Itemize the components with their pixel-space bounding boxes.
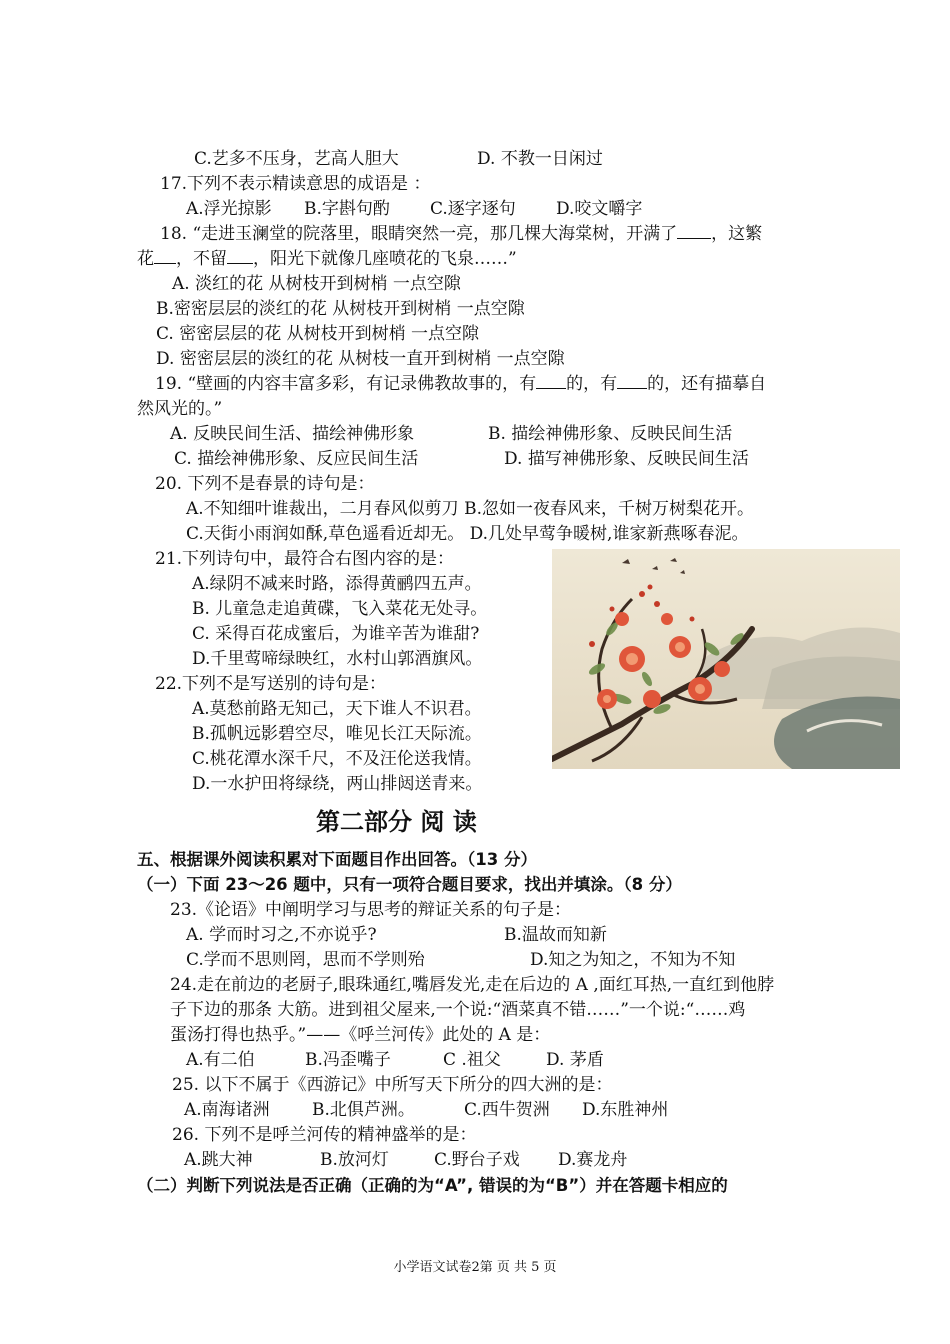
q22-option-b: B.孤帆远影碧空尽，唯见长江天际流。 xyxy=(192,724,482,744)
q18-stem-part2: ，这繁 xyxy=(711,224,763,244)
q22-stem: 22.下列不是写送别的诗句是： xyxy=(155,674,387,694)
q26-option-a: A.跳大神 xyxy=(184,1150,253,1170)
q23-option-d: D.知之为知之，不知为不知 xyxy=(530,950,736,970)
q21-option-b: B. 儿童急走追黄碟，飞入菜花无处寻。 xyxy=(192,599,488,619)
q18-blank-3 xyxy=(227,247,253,264)
q26-option-c: C.野台子戏 xyxy=(434,1150,520,1170)
q25-option-d: D.东胜神州 xyxy=(582,1100,669,1120)
q23-option-b: B.温故而知新 xyxy=(504,925,607,945)
q17-stem: 17.下列不表示精读意思的成语是 ： xyxy=(160,174,431,194)
q24-option-d: D. 茅盾 xyxy=(546,1050,604,1070)
q19-stem-line1 xyxy=(155,372,766,396)
q23-stem: 23.《论语》中阐明学习与思考的辩证关系的句子是： xyxy=(170,900,572,920)
q17-option-a: A.浮光掠影 xyxy=(186,199,272,219)
q18-stem-part3: 花 xyxy=(137,249,154,269)
q19-option-d: D. 描写神佛形象、反映民间生活 xyxy=(504,449,749,469)
q24-stem-line3: 蛋汤打得也热乎。”——《呼兰河传》此处的 A 是： xyxy=(170,1025,551,1045)
q18-stem-line1 xyxy=(160,222,762,246)
q22-option-d: D.一水护田将绿绕，两山排闼送青来。 xyxy=(192,774,483,794)
q19-option-c: C. 描绘神佛形象、反应民间生活 xyxy=(174,449,419,469)
q18-option-c: C. 密密层层的花 从树枝开到树梢 一点空隙 xyxy=(156,324,480,344)
q21-option-c: C. 采得百花成蜜后，为谁辛苦为谁甜? xyxy=(192,624,480,644)
q17-option-d: D.咬文嚼字 xyxy=(556,199,643,219)
q21-option-d: D.千里莺啼绿映红，水村山郭酒旗风。 xyxy=(192,649,483,669)
subsection1-heading: （一）下面 23～26 题中，只有一项符合题目要求，找出并填涂。（8 分） xyxy=(137,875,682,894)
q18-option-a: A. 淡红的花 从树枝开到树梢 一点空隙 xyxy=(172,274,461,294)
q26-option-d: D.赛龙舟 xyxy=(558,1150,628,1170)
q18-blank-1 xyxy=(677,222,711,239)
q19-stem-line2: 然风光的。” xyxy=(137,399,223,419)
q18-stem-part1: 18. “走进玉澜堂的院落里，眼睛突然一亮，那几棵大海棠树，开满了 xyxy=(160,224,678,244)
q20-options-ab: A.不知细叶谁裁出，二月春风似剪刀 B.忽如一夜春风来，千树万树梨花开。 xyxy=(186,499,754,519)
section5-heading: 五、根据课外阅读积累对下面题目作出回答。（13 分） xyxy=(137,850,537,869)
subsection2-heading: （二）判断下列说法是否正确（正确的为“A”, 错误的为“B”）并在答题卡相应的 xyxy=(137,1176,728,1195)
page-footer: 小学语文试卷2第 页 共 5 页 xyxy=(393,1260,557,1275)
q22-option-c: C.桃花潭水深千尺，不及汪伦送我情。 xyxy=(192,749,482,769)
q19-stem-part3: 的，还有描摹自 xyxy=(647,374,767,394)
q25-option-b: B.北俱芦洲。 xyxy=(312,1100,415,1120)
q17-option-c: C.逐字逐句 xyxy=(430,199,516,219)
q16-option-d: D. 不教一日闲过 xyxy=(477,149,603,169)
q18-stem-line2 xyxy=(137,247,517,271)
q17-option-b: B.字斟句酌 xyxy=(304,199,390,219)
q20-options-cd: C.天街小雨润如酥,草色遥看近却无。 D.几处早莺争暖树,谁家新燕啄春泥。 xyxy=(186,524,749,544)
q19-stem-part1: 19. “壁画的内容丰富多彩，有记录佛教故事的，有 xyxy=(155,374,537,394)
q19-stem-part2: 的，有 xyxy=(566,374,618,394)
q18-option-b: B.密密层层的淡红的花 从树枝开到树梢 一点空隙 xyxy=(156,299,525,319)
q25-option-c: C.西牛贺洲 xyxy=(464,1100,550,1120)
q18-blank-2 xyxy=(154,247,176,264)
q23-option-a: A. 学而时习之,不亦说乎? xyxy=(186,925,377,945)
q24-option-c: C .祖父 xyxy=(443,1050,501,1070)
q24-option-a: A.有二伯 xyxy=(186,1050,255,1070)
q19-blank-1 xyxy=(536,372,566,389)
illustration-svg xyxy=(552,549,900,769)
q24-stem-line1: 24.走在前边的老厨子,眼珠通红,嘴唇发光,走在后边的 A ,面红耳热,一直红到他脖 xyxy=(170,975,775,995)
q18-stem-part5: ，阳光下就像几座喷花的飞泉……” xyxy=(253,249,517,269)
part2-title: 第二部分 阅 读 xyxy=(316,808,477,836)
q18-stem-part4: ，不留 xyxy=(176,249,227,269)
q20-stem: 20. 下列不是春景的诗句是： xyxy=(155,474,375,494)
q25-option-a: A.南海诸洲 xyxy=(184,1100,270,1120)
q16-option-c: C.艺多不压身，艺高人胆大 xyxy=(194,149,399,169)
q26-option-b: B.放河灯 xyxy=(320,1150,389,1170)
painting-flowers-birds-icon xyxy=(552,549,900,769)
q21-stem: 21.下列诗句中，最符合右图内容的是： xyxy=(155,549,455,569)
q26-stem: 26. 下列不是呼兰河传的精神盛举的是： xyxy=(172,1125,477,1145)
q18-option-d: D. 密密层层的淡红的花 从树枝一直开到树梢 一点空隙 xyxy=(156,349,565,369)
q24-stem-line2: 子下边的那条 大筋。进到祖父屋来,一个说:“酒菜真不错……”一个说:“……鸡 xyxy=(170,1000,746,1020)
q23-option-c: C.学而不思则罔，思而不学则殆 xyxy=(186,950,425,970)
q25-stem: 25. 以下不属于《西游记》中所写天下所分的四大洲的是： xyxy=(172,1075,613,1095)
q24-option-b: B.冯歪嘴子 xyxy=(305,1050,391,1070)
q22-option-a: A.莫愁前路无知己，天下谁人不识君。 xyxy=(192,699,482,719)
q21-option-a: A.绿阴不减来时路，添得黄鹂四五声。 xyxy=(192,574,482,594)
q19-option-b: B. 描绘神佛形象、反映民间生活 xyxy=(488,424,733,444)
q19-blank-2 xyxy=(617,372,647,389)
q19-option-a: A. 反映民间生活、描绘神佛形象 xyxy=(170,424,415,444)
